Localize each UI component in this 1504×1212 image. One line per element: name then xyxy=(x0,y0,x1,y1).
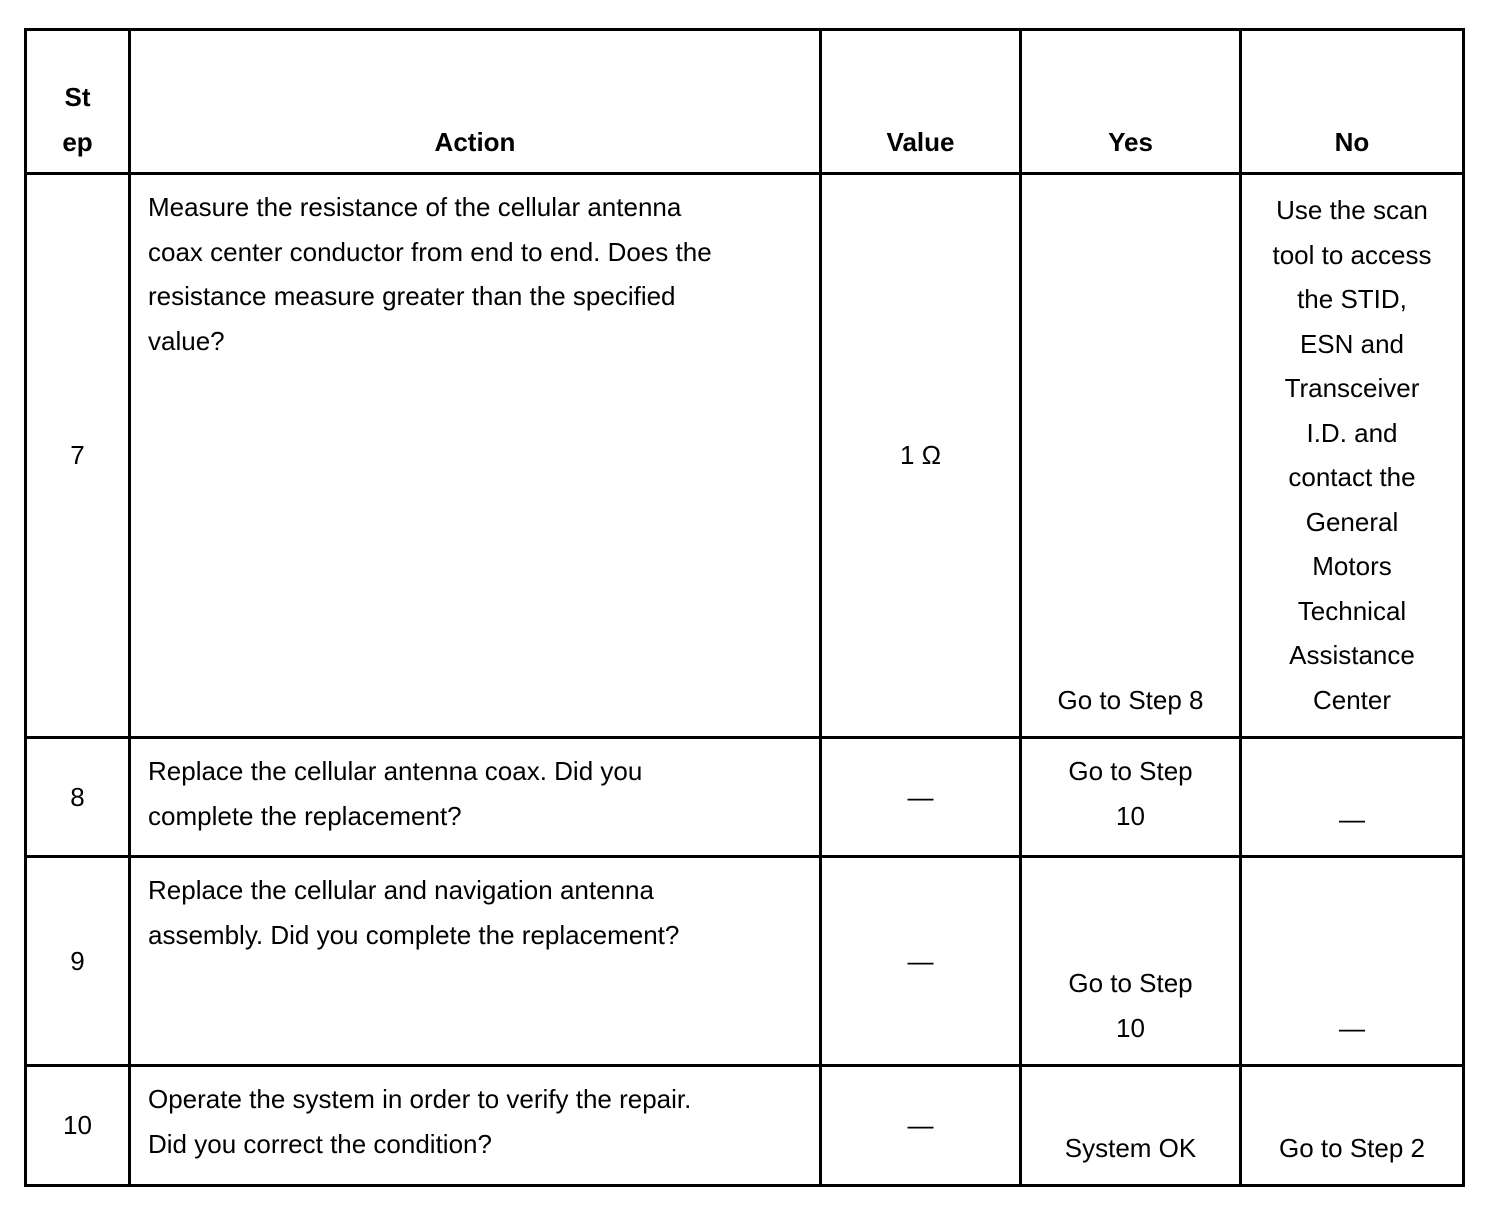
value-cell: — xyxy=(821,1066,1021,1186)
table-row xyxy=(26,857,1464,1066)
header-no: No xyxy=(1241,30,1464,174)
header-action: Action xyxy=(130,30,821,174)
yes-cell xyxy=(1021,738,1241,857)
header-step xyxy=(26,30,130,174)
yes-line: Go to Step 8 xyxy=(1057,684,1204,715)
no-line: contact the xyxy=(1288,462,1416,492)
no-line: — xyxy=(1339,1012,1365,1043)
step-cell: 7 xyxy=(26,174,130,738)
action-cell xyxy=(130,857,821,1066)
no-line: tool to access xyxy=(1272,239,1432,270)
action-cell xyxy=(130,1066,821,1186)
no-cell xyxy=(1241,1066,1464,1186)
yes-line: Go to Step xyxy=(1068,756,1193,786)
no-line: Assistance xyxy=(1289,640,1415,670)
no-cell xyxy=(1241,738,1464,857)
action-line: coax center conductor from end to end. Does the xyxy=(148,236,712,267)
step-cell: 9 xyxy=(26,857,130,1066)
action-line: complete the replacement? xyxy=(148,800,462,831)
yes-line: 10 xyxy=(1116,1012,1145,1043)
header-yes: Yes xyxy=(1021,30,1241,174)
action-line: value? xyxy=(148,325,225,356)
yes-line: System OK xyxy=(1064,1132,1197,1163)
no-line: Center xyxy=(1312,684,1392,715)
no-line: the STID, xyxy=(1297,284,1407,314)
yes-cell xyxy=(1021,857,1241,1066)
action-line: assembly. Did you complete the replacement? xyxy=(148,919,680,950)
step-cell: 10 xyxy=(26,1066,130,1186)
value-cell: — xyxy=(821,857,1021,1066)
no-line: ESN and xyxy=(1299,328,1405,359)
no-line: Technical xyxy=(1297,595,1407,626)
action-line: Replace the cellular and navigation antenna xyxy=(148,875,654,905)
step-cell: 8 xyxy=(26,738,130,857)
no-line: Transceiver xyxy=(1284,373,1420,403)
action-line: Did you correct the condition? xyxy=(148,1128,492,1159)
action-line: resistance measure greater than the specified xyxy=(148,281,676,311)
no-line: General xyxy=(1305,506,1399,537)
value-cell: — xyxy=(821,738,1021,857)
table-row xyxy=(26,738,1464,857)
no-line: Motors xyxy=(1312,551,1392,581)
no-line: Go to Step 2 xyxy=(1279,1132,1425,1163)
table-row xyxy=(26,1066,1464,1186)
no-line: — xyxy=(1339,803,1365,834)
yes-cell xyxy=(1021,174,1241,738)
value-cell: 1 Ω xyxy=(821,174,1021,738)
action-line: Operate the system in order to verify the repair. xyxy=(148,1084,692,1114)
action-line: Measure the resistance of the cellular antenna xyxy=(148,192,682,222)
header-step-line1: St xyxy=(64,82,91,112)
header-row xyxy=(26,30,1464,174)
no-line: I.D. and xyxy=(1306,417,1398,448)
yes-line: 10 xyxy=(1116,800,1145,831)
diagnostic-table xyxy=(24,28,1465,1187)
header-step-line2: ep xyxy=(62,126,93,157)
no-line: Use the scan xyxy=(1276,195,1428,225)
action-cell xyxy=(130,174,821,738)
no-cell xyxy=(1241,857,1464,1066)
action-line: Replace the cellular antenna coax. Did you xyxy=(148,756,643,786)
yes-line: Go to Step xyxy=(1068,968,1193,998)
no-cell xyxy=(1241,174,1464,738)
header-value: Value xyxy=(821,30,1021,174)
yes-cell xyxy=(1021,1066,1241,1186)
action-cell xyxy=(130,738,821,857)
table-row xyxy=(26,174,1464,738)
